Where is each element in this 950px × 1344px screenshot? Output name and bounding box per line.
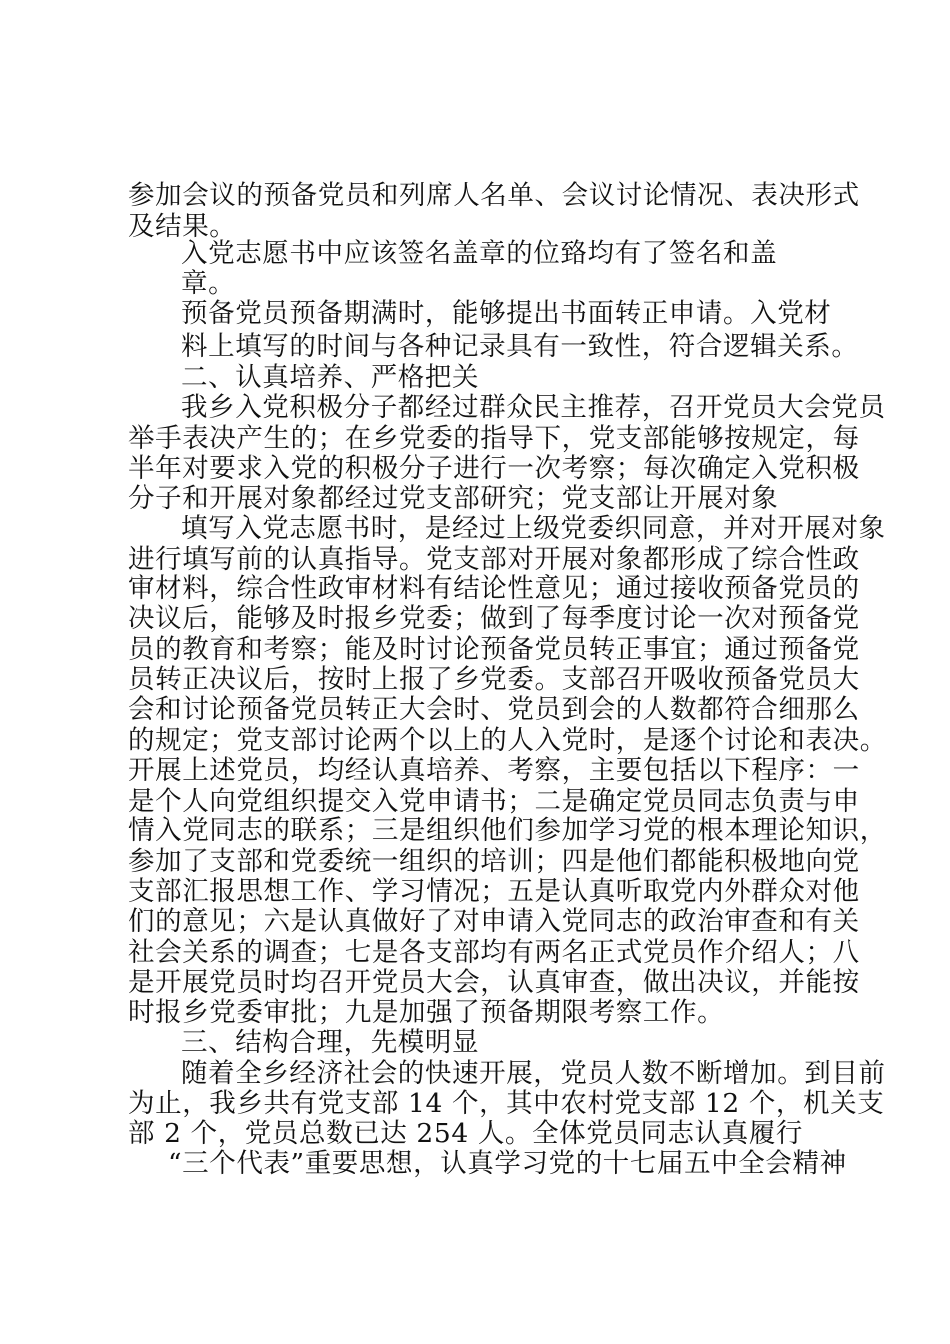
text-line: 预备党员预备期满时，能够提出书面转正申请。入党材 bbox=[181, 298, 832, 329]
text-line: 料上填写的时间与各种记录具有一致性，符合逻辑关系。 bbox=[181, 331, 859, 362]
text-line: “三个代表”重要思想，认真学习党的十七届五中全会精神 bbox=[168, 1148, 847, 1179]
text-line: 审材料，综合性政审材料有结论性意见；通过接收预备党员的 bbox=[128, 573, 860, 604]
text-line: 支部汇报思想工作、学习情况；五是认真听取党内外群众对他 bbox=[128, 876, 860, 907]
text-line: 参加了支部和党委统一组织的培训；四是他们都能积极地向党 bbox=[128, 846, 860, 877]
text-line: 部 2 个，党员总数已达 254 人。全体党员同志认真履行 bbox=[128, 1118, 804, 1149]
text-line: 举手表决产生的；在乡党委的指导下，党支部能够按规定，每 bbox=[128, 423, 860, 454]
text-line: 时报乡党委审批；九是加强了预备期限考察工作。 bbox=[128, 997, 725, 1028]
text-line: 开展上述党员，均经认真培养、考察，主要包括以下程序：一 bbox=[128, 755, 860, 786]
section-heading: 二、认真培养、严格把关 bbox=[181, 362, 480, 393]
text-line: 我乡入党积极分子都经过群众民主推荐，召开党员大会党员 bbox=[181, 392, 886, 423]
text-line: 员转正决议后，按时上报了乡党委。支部召开吸收预备党员大 bbox=[128, 664, 860, 695]
text-line: 是开展党员时均召开党员大会，认真审查，做出决议，并能按 bbox=[128, 967, 860, 998]
text-line: 及结果。 bbox=[128, 211, 237, 242]
text-line: 半年对要求入党的积极分子进行一次考察；每次确定入党积极 bbox=[128, 453, 860, 484]
text-line: 填写入党志愿书时，是经过上级党委织同意，并对开展对象 bbox=[181, 513, 886, 544]
text-line: 为止，我乡共有党支部 14 个，其中农村党支部 12 个，机关支 bbox=[128, 1088, 885, 1119]
text-line: 的规定；党支部讨论两个以上的人入党时，是逐个讨论和表决。 bbox=[128, 725, 887, 756]
text-line: 随着全乡经济社会的快速开展，党员人数不断增加。到目前 bbox=[181, 1058, 886, 1089]
text-line: 是个人向党组织提交入党申请书；二是确定党员同志负责与申 bbox=[128, 786, 860, 817]
text-line: 社会关系的调查；七是各支部均有两名正式党员作介绍人；八 bbox=[128, 937, 860, 968]
text-line: 情入党同志的联系；三是组织他们参加学习党的根本理论知识， bbox=[128, 815, 887, 846]
text-line: 进行填写前的认真指导。党支部对开展对象都形成了综合性政 bbox=[128, 544, 860, 575]
section-heading: 三、结构合理，先模明显 bbox=[181, 1027, 480, 1058]
text-line: 员的教育和考察；能及时讨论预备党员转正事宜；通过预备党 bbox=[128, 634, 860, 665]
text-line: 入党志愿书中应该签名盖章的位臵均有了签名和盖 bbox=[181, 238, 778, 269]
text-line: 决议后，能够及时报乡党委；做到了每季度讨论一次对预备党 bbox=[128, 603, 860, 634]
text-line: 们的意见；六是认真做好了对申请入党同志的政治审查和有关 bbox=[128, 906, 860, 937]
text-line: 会和讨论预备党员转正大会时、党员到会的人数都符合细那么 bbox=[128, 694, 860, 725]
text-line: 参加会议的预备党员和列席人名单、会议讨论情况、表决形式 bbox=[128, 180, 860, 211]
text-line: 分子和开展对象都经过党支部研究；党支部让开展对象 bbox=[128, 483, 779, 514]
text-line: 章。 bbox=[181, 268, 236, 299]
